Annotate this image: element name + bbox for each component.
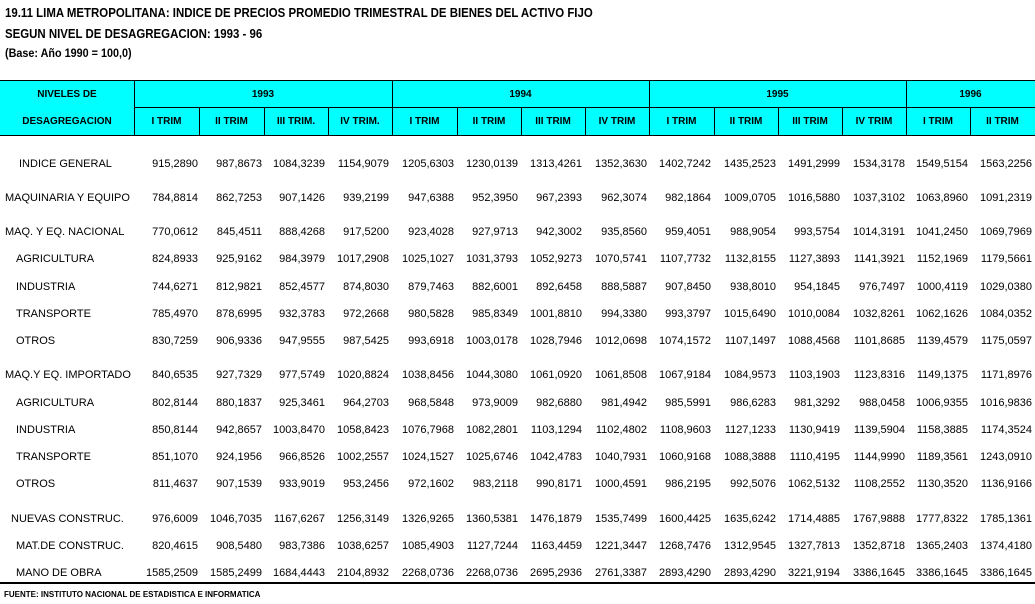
row-label: AGRICULTURA <box>16 253 95 265</box>
table-cell: 1136,9166 <box>980 478 1032 490</box>
table-cell: 954,1845 <box>794 281 840 293</box>
header-year-1993: 1993 <box>251 88 275 100</box>
table-cell: 1107,7732 <box>659 253 711 265</box>
table-cell: 917,5200 <box>343 226 389 238</box>
table-cell: 1402,7242 <box>659 158 711 170</box>
table-cell: 882,6001 <box>472 281 518 293</box>
table-cell: 984,3979 <box>279 253 325 265</box>
table-cell: 1042,4783 <box>530 451 582 463</box>
table-cell: 1000,4119 <box>916 281 968 293</box>
table-title: 19.11 LIMA METROPOLITANA: INDICE DE PRECIOS PROMEDIO TRIMESTRAL DE BIENES DEL ACTIVO FIJO <box>5 5 593 20</box>
table-cell: 986,6283 <box>730 397 776 409</box>
table-row <box>0 513 1035 527</box>
table-cell: 1052,9273 <box>530 253 582 265</box>
table-cell: 1141,3921 <box>853 253 905 265</box>
table-cell: 1352,8718 <box>853 540 905 552</box>
table-cell: 933,9019 <box>279 478 325 490</box>
table-cell: 1029,0380 <box>980 281 1032 293</box>
header-quarter-0: I TRIM <box>151 116 182 127</box>
table-cell: 1535,7499 <box>595 513 647 525</box>
table-cell: 1084,0352 <box>980 308 1032 320</box>
table-cell: 1175,0597 <box>980 335 1032 347</box>
table-row <box>0 567 1035 581</box>
table-cell: 1130,9419 <box>788 424 840 436</box>
table-cell: 1107,1497 <box>724 335 776 347</box>
table-cell: 1171,8976 <box>980 369 1032 381</box>
row-label: INDUSTRIA <box>16 281 76 293</box>
table-cell: 966,8526 <box>279 451 325 463</box>
table-cell: 1088,4568 <box>788 335 840 347</box>
header-quarter-12: I TRIM <box>923 116 953 127</box>
header-quarter-7: IV TRIM <box>598 116 636 127</box>
table-cell: 983,7386 <box>279 540 325 552</box>
table-cell: 1179,5661 <box>980 253 1032 265</box>
table-cell: 962,3074 <box>601 192 647 204</box>
table-cell: 1063,8960 <box>916 192 968 204</box>
table-cell: 1076,7968 <box>402 424 454 436</box>
table-cell: 1154,9079 <box>337 158 389 170</box>
table-cell: 1549,5154 <box>916 158 968 170</box>
table-cell: 983,2118 <box>472 478 518 490</box>
table-cell: 3386,1645 <box>980 567 1032 579</box>
table-cell: 1041,2450 <box>916 226 968 238</box>
row-label: OTROS <box>16 335 56 347</box>
table-subtitle: SEGUN NIVEL DE DESAGREGACION: 1993 - 96 <box>5 26 263 41</box>
table-cell: 1585,2509 <box>146 567 198 579</box>
table-cell: 1085,4903 <box>402 540 454 552</box>
table-cell: 1020,8824 <box>337 369 389 381</box>
table-cell: 1158,3885 <box>916 424 968 436</box>
table-row <box>0 451 1035 465</box>
table-cell: 3386,1645 <box>853 567 905 579</box>
table-cell: 980,5828 <box>408 308 454 320</box>
table-cell: 1016,9836 <box>980 397 1032 409</box>
table-cell: 1101,8685 <box>853 335 905 347</box>
table-cell: 1635,6242 <box>724 513 776 525</box>
table-cell: 1084,9573 <box>724 369 776 381</box>
row-label: INDICE GENERAL <box>19 158 112 170</box>
table-cell: 888,4268 <box>279 226 325 238</box>
table-cell: 932,3783 <box>279 308 325 320</box>
table-header <box>0 80 1035 136</box>
table-cell: 1058,8423 <box>337 424 389 436</box>
table-cell: 1534,3178 <box>853 158 905 170</box>
table-cell: 907,8450 <box>665 281 711 293</box>
header-quarter-9: II TRIM <box>729 116 763 127</box>
table-cell: 992,5076 <box>730 478 776 490</box>
table-cell: 1012,0698 <box>595 335 647 347</box>
table-cell: 1714,4885 <box>788 513 840 525</box>
header-level-label-2: DESAGREGACION <box>22 116 112 127</box>
table-row <box>0 192 1035 206</box>
table-cell: 1132,8155 <box>724 253 776 265</box>
table-row <box>0 158 1035 172</box>
table-cell: 888,5887 <box>601 281 647 293</box>
table-cell: 892,6458 <box>536 281 582 293</box>
table-cell: 1563,2256 <box>980 158 1032 170</box>
table-cell: 1476,1879 <box>530 513 582 525</box>
table-cell: 850,8144 <box>152 424 198 436</box>
table-cell: 906,9336 <box>216 335 262 347</box>
table-cell: 852,4577 <box>279 281 325 293</box>
table-cell: 1365,2403 <box>916 540 968 552</box>
table-cell: 988,9054 <box>730 226 776 238</box>
table-cell: 1040,7931 <box>595 451 647 463</box>
table-cell: 1360,5381 <box>466 513 518 525</box>
table-cell: 1009,0705 <box>724 192 776 204</box>
table-cell: 985,8349 <box>472 308 518 320</box>
table-cell: 959,4051 <box>665 226 711 238</box>
row-label: MAT.DE CONSTRUC. <box>16 540 124 552</box>
header-quarter-10: III TRIM <box>792 116 828 127</box>
table-cell: 840,6535 <box>152 369 198 381</box>
table-cell: 1139,5904 <box>853 424 905 436</box>
row-label: OTROS <box>16 478 56 490</box>
table-cell: 744,6271 <box>152 281 198 293</box>
table-cell: 993,6918 <box>408 335 454 347</box>
table-cell: 1243,0910 <box>980 451 1032 463</box>
table-row <box>0 281 1035 295</box>
table-cell: 1000,4591 <box>595 478 647 490</box>
source-note: FUENTE: INSTITUTO NACIONAL DE ESTADISTICA E INFORMATICA <box>4 590 261 599</box>
table-cell: 1221,3447 <box>595 540 647 552</box>
table-cell: 1038,8456 <box>402 369 454 381</box>
row-label: AGRICULTURA <box>16 397 95 409</box>
table-cell: 907,1539 <box>216 478 262 490</box>
table-cell: 1070,5741 <box>595 253 647 265</box>
row-label: NUEVAS CONSTRUC. <box>11 513 124 525</box>
header-quarter-13: II TRIM <box>986 116 1019 127</box>
header-quarter-4: I TRIM <box>409 116 440 127</box>
table-cell: 1174,3524 <box>980 424 1032 436</box>
table-cell: 942,3002 <box>536 226 582 238</box>
table-cell: 1163,4459 <box>530 540 582 552</box>
table-cell: 2104,8932 <box>337 567 389 579</box>
table-cell: 1024,1527 <box>402 451 454 463</box>
table-cell: 981,4942 <box>601 397 647 409</box>
table-cell: 2893,4290 <box>724 567 776 579</box>
table-cell: 1108,9603 <box>659 424 711 436</box>
table-cell: 927,9713 <box>472 226 518 238</box>
table-cell: 3386,1645 <box>916 567 968 579</box>
table-cell: 1103,1294 <box>530 424 582 436</box>
table-cell: 1003,8470 <box>273 424 325 436</box>
table-cell: 1435,2523 <box>724 158 776 170</box>
table-cell: 1230,0139 <box>466 158 518 170</box>
table-cell: 1001,8810 <box>530 308 582 320</box>
table-cell: 2695,2936 <box>530 567 582 579</box>
table-cell: 1025,6746 <box>466 451 518 463</box>
table-cell: 925,9162 <box>216 253 262 265</box>
table-cell: 862,7253 <box>216 192 262 204</box>
table-row <box>0 369 1035 383</box>
table-cell: 1028,7946 <box>530 335 582 347</box>
table-cell: 1003,0178 <box>466 335 518 347</box>
table-cell: 985,5991 <box>665 397 711 409</box>
row-label: MAQ.Y EQ. IMPORTADO <box>5 369 131 381</box>
table-cell: 2268,0736 <box>402 567 454 579</box>
table-cell: 981,3292 <box>794 397 840 409</box>
table-cell: 1149,1375 <box>916 369 968 381</box>
table-cell: 1123,8316 <box>853 369 905 381</box>
table-row <box>0 478 1035 492</box>
table-cell: 1205,6303 <box>402 158 454 170</box>
table-cell: 1491,2999 <box>788 158 840 170</box>
table-cell: 1313,4261 <box>530 158 582 170</box>
table-cell: 3221,9194 <box>788 567 840 579</box>
header-quarter-5: II TRIM <box>472 116 506 127</box>
table-base-note: (Base: Año 1990 = 100,0) <box>5 46 132 60</box>
table-row <box>0 253 1035 267</box>
row-label: TRANSPORTE <box>16 451 91 463</box>
table-cell: 1046,7035 <box>210 513 262 525</box>
table-cell: 1088,3888 <box>724 451 776 463</box>
table-cell: 947,6388 <box>408 192 454 204</box>
table-cell: 2268,0736 <box>466 567 518 579</box>
table-cell: 990,8171 <box>536 478 582 490</box>
table-cell: 994,3380 <box>601 308 647 320</box>
table-cell: 802,8144 <box>152 397 198 409</box>
table-cell: 1010,0084 <box>788 308 840 320</box>
table-row <box>0 540 1035 554</box>
header-quarter-11: IV TRIM <box>855 116 893 127</box>
table-cell: 915,2890 <box>152 158 198 170</box>
table-cell: 907,1426 <box>279 192 325 204</box>
table-cell: 1167,6267 <box>273 513 325 525</box>
table-cell: 908,5480 <box>216 540 262 552</box>
table-cell: 880,1837 <box>216 397 262 409</box>
table-cell: 1016,5880 <box>788 192 840 204</box>
header-quarter-8: I TRIM <box>666 116 697 127</box>
table-cell: 952,3950 <box>472 192 518 204</box>
row-label: MAQ. Y EQ. NACIONAL <box>5 226 125 238</box>
row-label: INDUSTRIA <box>16 424 76 436</box>
table-row <box>0 308 1035 322</box>
table-cell: 976,7497 <box>859 281 905 293</box>
table-cell: 976,6009 <box>152 513 198 525</box>
header-quarter-1: II TRIM <box>215 116 248 127</box>
table-cell: 1091,2319 <box>980 192 1032 204</box>
table-cell: 1032,8261 <box>853 308 905 320</box>
table-cell: 879,7463 <box>408 281 454 293</box>
table-cell: 982,1864 <box>665 192 711 204</box>
table-cell: 878,6995 <box>216 308 262 320</box>
header-year-1996: 1996 <box>959 88 982 100</box>
table-cell: 968,5848 <box>408 397 454 409</box>
table-row <box>0 424 1035 438</box>
table-cell: 1102,4802 <box>595 424 647 436</box>
table-cell: 973,9009 <box>472 397 518 409</box>
header-year-1994: 1994 <box>509 88 532 100</box>
table-cell: 987,5425 <box>343 335 389 347</box>
table-cell: 1684,4443 <box>273 567 325 579</box>
table-cell: 1017,2908 <box>337 253 389 265</box>
table-cell: 811,4637 <box>152 478 198 490</box>
table-cell: 1061,8508 <box>595 369 647 381</box>
table-cell: 1767,9888 <box>853 513 905 525</box>
table-bottom-rule <box>0 582 1035 584</box>
row-label: MANO DE OBRA <box>16 567 102 579</box>
table-cell: 1139,4579 <box>916 335 968 347</box>
table-cell: 1130,3520 <box>916 478 968 490</box>
table-cell: 986,2195 <box>665 478 711 490</box>
table-cell: 1152,1969 <box>916 253 968 265</box>
table-cell: 925,3461 <box>279 397 325 409</box>
table-cell: 1006,9355 <box>916 397 968 409</box>
table-cell: 1031,3793 <box>466 253 518 265</box>
table-cell: 1037,3102 <box>853 192 905 204</box>
table-cell: 1110,4195 <box>789 451 840 463</box>
table-cell: 812,9821 <box>216 281 262 293</box>
table-cell: 1015,6490 <box>724 308 776 320</box>
table-cell: 1060,9168 <box>659 451 711 463</box>
row-label: MAQUINARIA Y EQUIPO <box>5 192 130 204</box>
table-cell: 1327,7813 <box>788 540 840 552</box>
table-cell: 785,4970 <box>152 308 198 320</box>
table-cell: 923,4028 <box>408 226 454 238</box>
table-cell: 830,7259 <box>152 335 198 347</box>
table-cell: 993,5754 <box>794 226 840 238</box>
table-cell: 1062,1626 <box>916 308 968 320</box>
table-row <box>0 226 1035 240</box>
table-cell: 1038,6257 <box>337 540 389 552</box>
table-cell: 1326,9265 <box>402 513 454 525</box>
table-cell: 1144,9990 <box>853 451 905 463</box>
table-cell: 851,1070 <box>152 451 198 463</box>
table-cell: 1127,3893 <box>788 253 840 265</box>
table-cell: 967,2393 <box>536 192 582 204</box>
table-cell: 935,8560 <box>601 226 647 238</box>
table-cell: 845,4511 <box>216 226 262 238</box>
table-cell: 942,8657 <box>216 424 262 436</box>
table-cell: 987,8673 <box>216 158 262 170</box>
table-cell: 1082,2801 <box>466 424 518 436</box>
table-cell: 972,2668 <box>343 308 389 320</box>
table-cell: 1189,3561 <box>916 451 968 463</box>
table-cell: 953,2456 <box>343 478 389 490</box>
header-quarter-6: III TRIM <box>535 116 571 127</box>
table-cell: 947,9555 <box>279 335 325 347</box>
table-cell: 1061,0920 <box>530 369 582 381</box>
table-cell: 1585,2499 <box>210 567 262 579</box>
table-cell: 770,0612 <box>152 226 198 238</box>
table-cell: 988,0458 <box>859 397 905 409</box>
table-cell: 939,2199 <box>343 192 389 204</box>
table-cell: 1069,7969 <box>980 226 1032 238</box>
table-cell: 938,8010 <box>730 281 776 293</box>
table-cell: 924,1956 <box>216 451 262 463</box>
table-cell: 1084,3239 <box>273 158 325 170</box>
header-quarter-3: IV TRIM. <box>340 116 380 127</box>
table-cell: 784,8814 <box>152 192 198 204</box>
table-cell: 977,5749 <box>279 369 325 381</box>
table-cell: 1067,9184 <box>659 369 711 381</box>
table-cell: 1062,5132 <box>788 478 840 490</box>
table-cell: 927,7329 <box>216 369 262 381</box>
table-cell: 1002,2557 <box>337 451 389 463</box>
table-cell: 1127,7244 <box>466 540 518 552</box>
table-cell: 1025,1027 <box>402 253 454 265</box>
table-cell: 993,3797 <box>665 308 711 320</box>
table-cell: 1312,9545 <box>724 540 776 552</box>
table-cell: 1374,4180 <box>980 540 1032 552</box>
table-cell: 2761,3387 <box>595 567 647 579</box>
table-cell: 1352,3630 <box>595 158 647 170</box>
table-cell: 1777,8322 <box>916 513 968 525</box>
table-cell: 982,6880 <box>536 397 582 409</box>
table-cell: 1268,7476 <box>659 540 711 552</box>
table-cell: 1127,1233 <box>724 424 776 436</box>
table-cell: 1044,3080 <box>466 369 518 381</box>
table-row <box>0 335 1035 349</box>
table-cell: 1108,2552 <box>853 478 905 490</box>
table-cell: 972,1602 <box>408 478 454 490</box>
header-level-label-1: NIVELES DE <box>37 89 97 100</box>
table-cell: 1785,1361 <box>980 513 1032 525</box>
table-row <box>0 397 1035 411</box>
table-cell: 1014,3191 <box>853 226 905 238</box>
table-cell: 874,8030 <box>343 281 389 293</box>
table-cell: 1074,1572 <box>659 335 711 347</box>
table-cell: 964,2703 <box>343 397 389 409</box>
table-cell: 2893,4290 <box>659 567 711 579</box>
table-cell: 1600,4425 <box>659 513 711 525</box>
table-cell: 824,8933 <box>152 253 198 265</box>
table-cell: 820,4615 <box>152 540 198 552</box>
row-label: TRANSPORTE <box>16 308 91 320</box>
header-year-1995: 1995 <box>766 88 789 100</box>
table-cell: 1256,3149 <box>337 513 389 525</box>
table-cell: 1103,1903 <box>788 369 840 381</box>
header-quarter-2: III TRIM. <box>276 116 316 127</box>
